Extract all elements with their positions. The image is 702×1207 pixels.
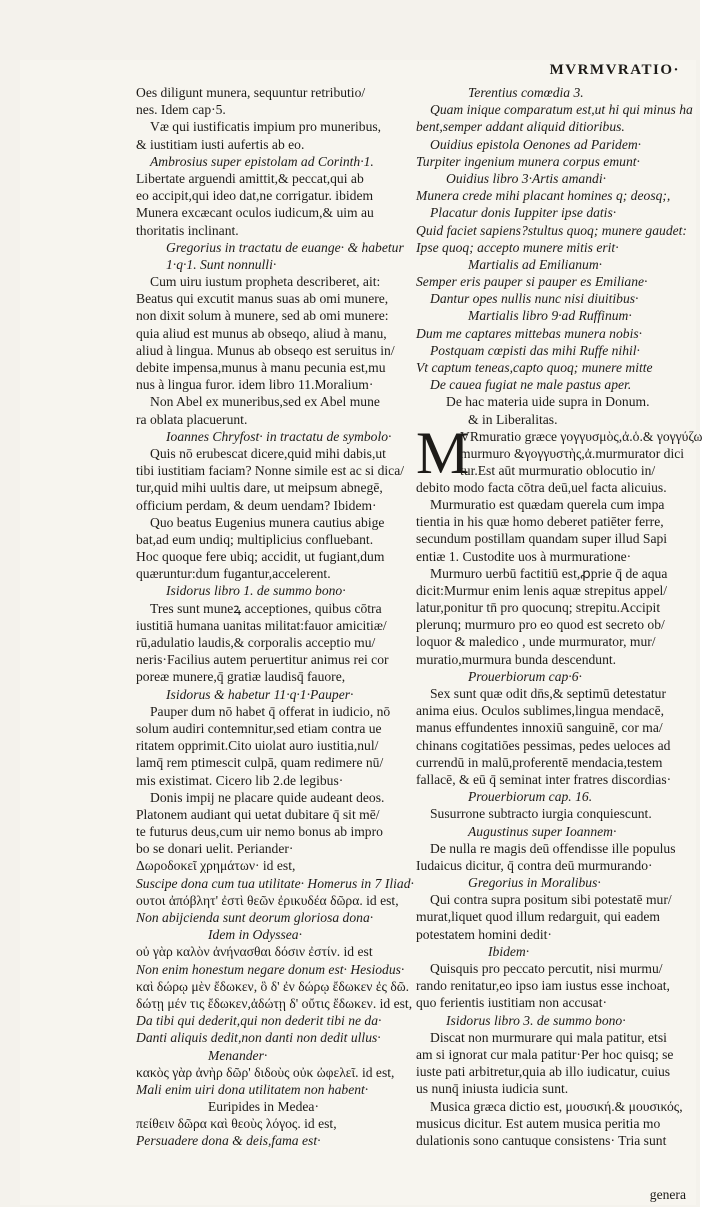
text-line: us nunq̄ iniusta iudicia sunt. (416, 1081, 569, 1097)
text-line: Musica græca dictio est, μουσική.& μουσικός, (430, 1098, 683, 1114)
text-line: rū,adulatio laudis,& corporalis acceptio mu/ (136, 635, 376, 650)
text-line: potestatem homini dedit· (416, 926, 552, 942)
text-line: quæruntur:dum fugantur,accelerent. (136, 566, 331, 582)
text-line: Persuadere dona & deis,fama est· (136, 1133, 321, 1149)
text-line: Euripides in Medea· (208, 1099, 319, 1115)
text-line: Prouerbiorum cap. 16. (468, 789, 593, 805)
left-column (136, 84, 414, 1150)
text-line: Isidorus libro 1. de summo bono· (166, 583, 346, 599)
text-line: currendū in malū,proferentē mendacia,testem (416, 754, 663, 770)
text-line: Gregorius in Moralibus· (468, 875, 601, 891)
text-line: Martialis libro 9·ad Ruffinum· (468, 308, 632, 324)
text-line: Suscipe dona cum tua utilitate· Homerus in 7 Iliad· (136, 875, 414, 891)
text-line: Ioannes Chryfost· in tractatu de symbolo· (166, 428, 392, 444)
text-line: manus effundentes innoxiū sanguinē, cor ma/ (416, 720, 663, 736)
text-line: δώτῃ μέν τις ἔδωκεν,ἀδώτῃ δ' οὔτις ἔδωκεν. id est, (136, 995, 413, 1011)
text-line: neris·Facilius autem peruertitur animus rei cor (136, 652, 389, 668)
text-line: Non Abel ex muneribus,sed ex Abel mune (150, 394, 380, 410)
text-line: Cum uiru iustum propheta describeret, ait: (150, 274, 381, 290)
text-line: Quis nō erubescat dicere,quid mihi dabis,ut (150, 445, 386, 461)
text-line: fallacē, & eū q̄ seminat inter fratres discordias· (416, 771, 672, 787)
text-line: Augustinus super Ioannem· (468, 823, 617, 839)
text-line: Sex sunt quæ odit dn̄s,& septimū detestatur (430, 686, 666, 701)
text-line: Idem in Odyssea· (208, 927, 303, 943)
text-line: Danti aliquis dedit,non danti non dedit ullus· (136, 1030, 381, 1046)
text-line: Non enim honestum negare donum est· Hesiodus· (136, 961, 405, 977)
right-column (416, 84, 702, 1149)
text-line: entiæ 1. Custodite uos à murmuratione· (416, 548, 632, 564)
text-line: De cauea fugiat ne male pastus aper. (430, 377, 632, 393)
text-line: murmuro &γογγυστὴς,ἀ.murmurator dici (460, 445, 685, 461)
text-line: Quisquis pro peccato percutit, nisi murmu/ (430, 961, 663, 976)
text-line: tur,quid mihi uultis dare, ut meipsum abnegē, (136, 480, 383, 496)
text-line: 1·q·1. Sunt nonnulli· (166, 256, 277, 272)
text-line: Dantur opes nullis nunc nisi diuitibus· (430, 291, 639, 307)
text-line: iuste pati arbitretur,quia ab illo iudicatur, cuius (416, 1064, 671, 1080)
text-line: κακὸς γὰρ ἀνὴρ δῶρ' διδοὺς οὐκ ὠφελεῖ. id est, (136, 1064, 395, 1080)
text-line: Ouidius libro 3·Artis amandi· (446, 170, 606, 186)
text-line: bent,semper addant aliquid ditioribus. (416, 119, 625, 135)
text-line: tur.Est aūt murmuratio oblocutio in/ (460, 463, 656, 479)
text-line: dicit:Murmur enim lenis aquæ strepitus appel/ (416, 582, 668, 598)
text-line: mis existimat. Cicero lib 2.de legibus· (136, 772, 344, 788)
text-line: Ambrosius super epistolam ad Corinth·1. (150, 153, 374, 169)
text-line: Menander· (208, 1047, 268, 1063)
text-line: Qui contra supra positum sibi potestatē mur/ (430, 892, 672, 908)
text-line: Væ qui iustificatis impium pro muneribus, (150, 119, 382, 135)
text-line: nes. Idem cap·5. (136, 102, 226, 118)
text-line: Murmuro uerbū factitiū est,ꝓprie q̄ de aqua (430, 565, 668, 581)
text-line: Martialis ad Emilianum· (468, 256, 603, 272)
text-line: Prouerbiorum cap·6· (468, 668, 582, 684)
text-line: Susurrone subtracto iurgia conquiescunt. (430, 806, 652, 822)
text-line: Isidorus & habetur 11·q·1·Pauper· (166, 686, 354, 702)
text-line: Placatur donis Iuppiter ipse datis· (430, 205, 617, 221)
text-line: ουτοι ἀπόβλητ' ἐστὶ θεῶν ἐρικυδέα δῶρα. id est, (136, 892, 399, 908)
text-line: secundum postillam quandam super illud Sapi (416, 531, 668, 547)
text-line: te futurus deus,cum uir nemo bonus ab impro (136, 824, 383, 840)
text-line: musicus dicitur. Est autem musica peritia mo (416, 1115, 661, 1131)
text-line: De nulla re magis deū offendisse ille populus (430, 840, 676, 856)
text-line: plerunq; murmuro pro eo quod est secreto ob/ (416, 617, 665, 633)
text-line: latur,ponitur tn̄ pro quocunq; strepitu.Accipit (416, 600, 661, 616)
text-line: Munera excæcant oculos iudicum,& uim au (136, 205, 374, 221)
text-line: Non abijcienda sunt deorum gloriosa dona· (136, 910, 374, 925)
text-line: & iustitiam iusti aufertis ab eo. (136, 136, 305, 152)
text-line: nus à lingua furor. idem libro 11.Moralium· (136, 377, 374, 393)
text-line: Beatus qui excutit manus suas ab omi munere, (136, 291, 389, 307)
text-line: Δωροδοκεῖ χρημάτων· id est, (136, 858, 296, 874)
text-line: muratio,murmura bunda descendunt. (416, 651, 617, 667)
text-line: Quam inique comparatum est,ut hi qui minus ha (430, 102, 693, 118)
text-line: Mali enim uiri dona utilitatem non habent· (136, 1081, 369, 1097)
text-line: Oes diligunt munera, sequuntur retributio/ (136, 85, 366, 100)
text-line: Murmuratio est quædam querela cum impa (430, 496, 665, 512)
text-line: non dixit solum à munere, sed ab omi munere: (136, 308, 389, 324)
text-line: Terentius comœdia 3. (468, 85, 584, 100)
text-line: De hac materia uide supra in Donum. (446, 394, 650, 410)
text-line: officium perdam, & deum uendam? Ibidem· (136, 497, 377, 513)
text-line: tibi iustitiam faciam? Nonne simile est ac si dica/ (136, 463, 405, 479)
text-line: iustitiā humana uanitas militat:fauor amicitiæ/ (136, 617, 387, 633)
text-line: thoritatis inclinant. (136, 222, 239, 238)
text-line: debito modo facta cōtra deū,uel facta alicuius. (416, 479, 667, 495)
text-line: Gregorius in tractatu de euange· & habetur (166, 239, 404, 255)
text-line: eo accipit,qui ideo dat,ne corrigatur. ibidem (136, 188, 374, 204)
text-line: bat,ad eum undiq; multiplicius confluebant. (136, 531, 374, 547)
text-line: poreæ munere,q̄ gratiæ laudisq̄ fauore, (136, 669, 346, 685)
text-line: rando renitatur,eo ipso iam iustus esse inchoat, (416, 978, 670, 994)
text-line: Postquam cœpisti das mihi Ruffe nihil· (430, 342, 640, 358)
text-line: Munera crede mihi placant homines q; deosq;, (416, 188, 671, 204)
text-line: am si ignorat cur mala patitur·Per hoc quisq; se (416, 1046, 674, 1062)
text-line: Hoc quoque fere ubiq; accidit, ut fugiant,dum (136, 549, 385, 565)
text-line: Ibidem· (488, 943, 530, 959)
text-line: Turpiter ingenium munera corpus emunt· (416, 153, 640, 169)
text-line: Dum me captares mittebas munera nobis· (416, 325, 643, 341)
text-line: πείθειν δῶρα καὶ θεοὺς λόγος. id est, (136, 1116, 337, 1132)
text-line: quo ferientis iustitiam non accusat· (416, 995, 608, 1011)
text-line: Platonem audiant qui uetat dubitare q̄ sit mē/ (136, 806, 380, 822)
text-line: bo se donari uelit. Periander· (136, 841, 294, 857)
text-line: quia aliud est munus ab obseqo, aliud à manu, (136, 325, 387, 341)
text-line: Semper eris pauper si pauper es Emiliane· (416, 274, 648, 290)
drop-cap-lines (460, 428, 702, 480)
text-line: Isidorus libro 3. de summo bono· (446, 1012, 626, 1028)
text-line: οὐ γὰρ καλὸν ἀνήνασθαι δόσιν ἐστίν. id est (136, 944, 373, 960)
text-line: Donis impij ne placare quide audeant deos. (150, 789, 385, 805)
text-line: ritatem opprimit.Cito uiolat auro iustitia,nul/ (136, 738, 379, 754)
text-line: Iudaicus dicitur, q̄ contra deū murmurando· (416, 857, 653, 873)
text-line: Ouidius epistola Oenones ad Paridem· (430, 136, 642, 152)
text-line: Da tibi qui dederit,qui non dederit tibi ne da· (136, 1013, 382, 1029)
drop-cap: M (416, 419, 470, 486)
text-line: murat,liquet quod illum redarguit, qui eadem (416, 909, 661, 925)
text-line: Ipse quoq; accepto munere mitis erit· (416, 239, 619, 255)
text-line: debite impensa,munus à manu pecunia est,mu (136, 360, 386, 375)
right-column-top (416, 84, 693, 428)
text-line: loquor & maledico , unde murmurator, mur/ (416, 634, 656, 650)
text-line: ra oblata placuerunt. (136, 411, 248, 427)
text-line: Vt captum teneas,capto quoq; munere mitte (416, 360, 653, 375)
text-line: anima eius. Oculos sublimes,lingua mendacē, (416, 703, 665, 719)
text-line: Libertate arguendi amittit,& peccat,qui ab (136, 170, 364, 186)
text-line: lamq̄ rem ptimescit culpā, quam redimere nū/ (136, 755, 384, 771)
text-line: dulationis sono cantuque consistens· Tria sunt (416, 1132, 667, 1148)
right-column-bottom (416, 479, 683, 1149)
text-line: chinans cogitatiōes pessimas, pedes ueloces ad (416, 737, 671, 753)
text-line: VRmuratio græce γογγυσμὸς,ἀ.ὁ.& γογγύζω (460, 428, 702, 444)
text-line: Discat non murmurare qui mala patitur, etsi (430, 1029, 667, 1045)
text-line: aliud à lingua. Munus ab obseqo est seruitus in/ (136, 342, 395, 358)
text-line: Tres sunt muneꝝ acceptiones, quibus cōtra (150, 600, 382, 616)
text-line: solum audiri contemnitur,sed etiam contra ue (136, 720, 382, 736)
text-line: tientia in his quæ homo deberet patiēter ferre, (416, 514, 664, 530)
text-line: Pauper dum nō habet q̄ offerat in iudicio, nō (150, 703, 391, 719)
text-line: & in Liberalitas. (468, 411, 558, 427)
catchword: genera (649, 1187, 686, 1202)
running-head: MVRMVRATIO· (549, 62, 680, 78)
text-line: Quo beatus Eugenius munera cautius abige (150, 514, 385, 530)
text-line: καὶ δώρῳ μὲν ἔδωκεν, ὃ δ' ἐν δώρῳ ἔδωκεν ἐς δῶ. (136, 978, 410, 994)
text-line: Quid faciet sapiens?stultus quoq; munere gaudet: (416, 222, 687, 238)
